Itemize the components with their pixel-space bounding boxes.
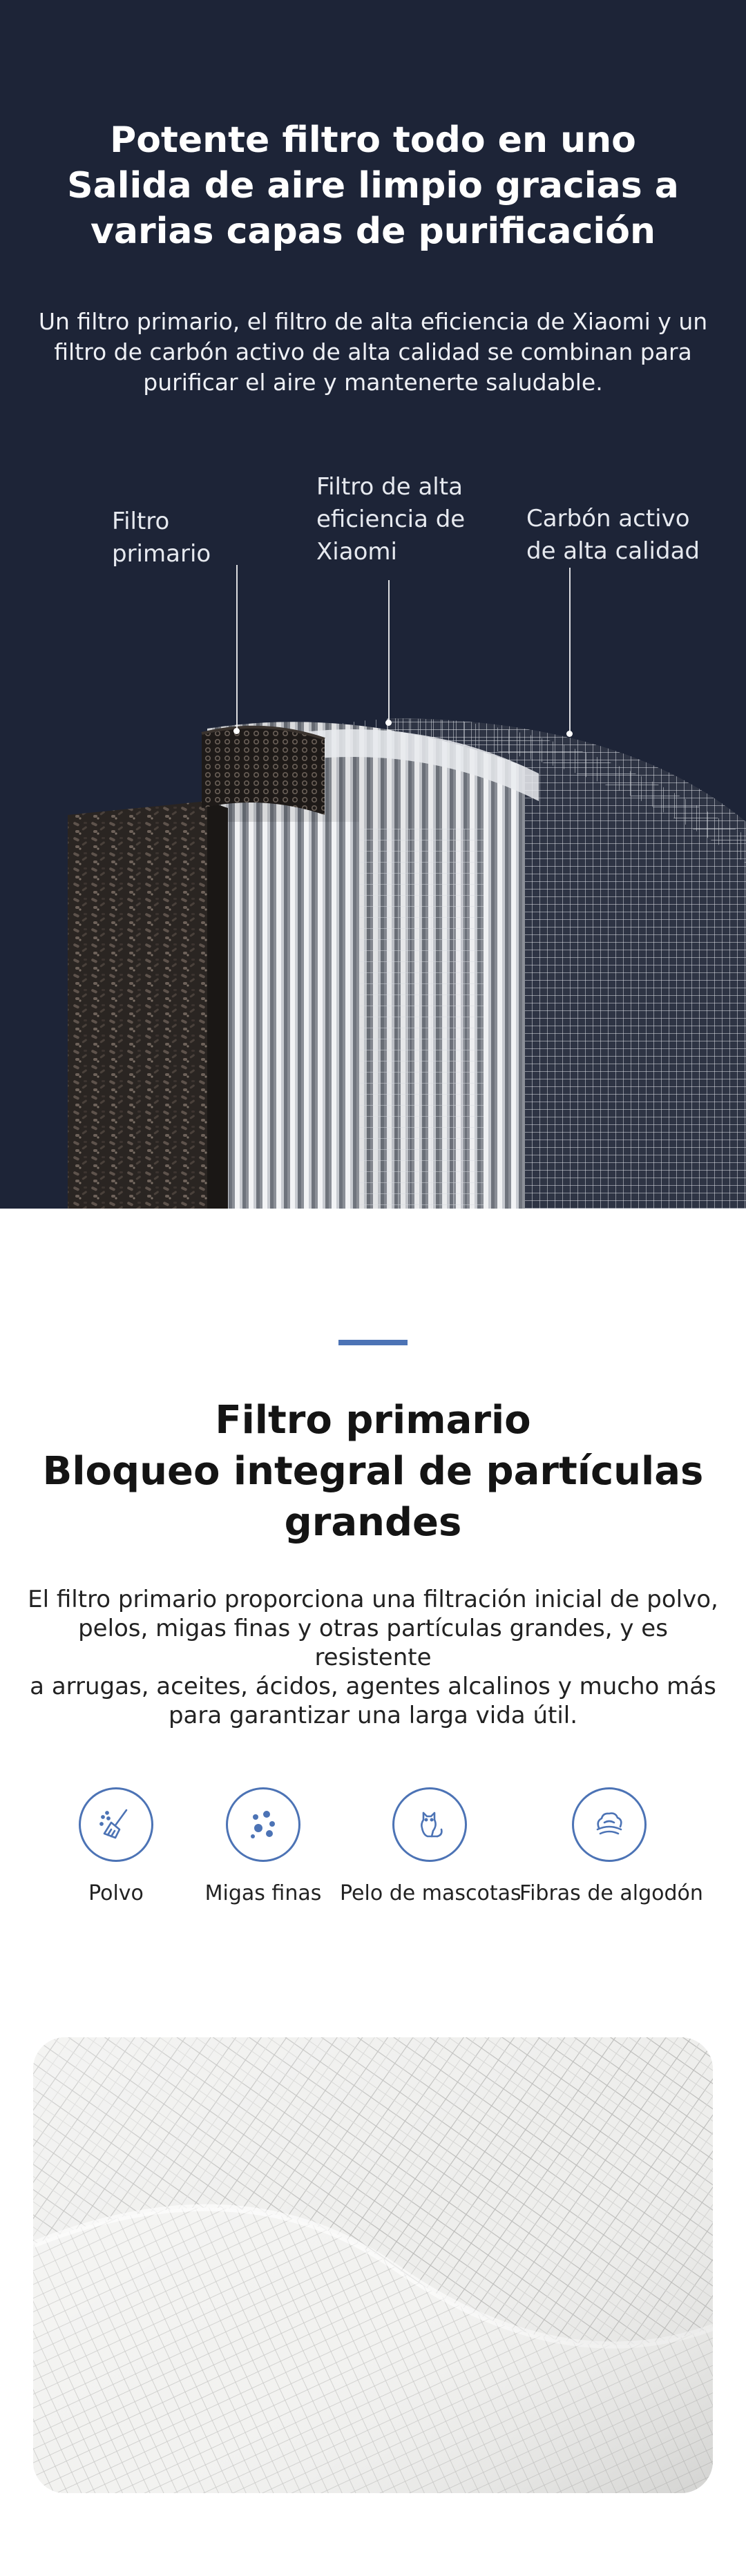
callout-hepa-line: eficiencia de <box>316 506 466 533</box>
hero-description <box>35 307 711 398</box>
section-description-line: para garantizar una larga vida útil. <box>168 1702 578 1729</box>
hero-title <box>41 117 705 254</box>
callout-hepa-line: Filtro de alta <box>316 473 463 501</box>
section-accent-bar <box>338 1340 408 1345</box>
section-title-line: Filtro primario <box>215 1398 531 1443</box>
hero-title-line: varias capas de purificación <box>90 211 656 252</box>
leader-dot-carbon <box>566 731 573 737</box>
leader-line-hepa <box>388 580 390 722</box>
feature-label: Migas finas <box>204 1881 322 1905</box>
cat-icon <box>392 1787 467 1862</box>
hero-description-line: filtro de carbón activo de alta calidad se combinan para <box>54 338 692 365</box>
hero-title-line: Potente filtro todo en uno <box>110 119 636 161</box>
hero-description-line: Un filtro primario, el filtro de alta eficiencia de Xiaomi y un <box>38 308 708 335</box>
callout-primary-line: primario <box>112 540 211 568</box>
feature-pet-hair <box>340 1787 522 1905</box>
callout-carbon-filter <box>526 503 700 568</box>
primary-filter-mesh-photo <box>33 2037 713 2493</box>
callout-primary-filter <box>112 506 211 570</box>
feature-cotton-fibers <box>519 1787 703 1905</box>
leader-dot-primary <box>233 728 240 734</box>
leader-line-primary <box>236 565 238 731</box>
callout-carbon-line: de alta calidad <box>526 537 700 565</box>
callout-carbon-line: Carbón activo <box>526 505 690 532</box>
section-title-line: grandes <box>284 1500 462 1545</box>
feature-label: Pelo de mascotas <box>340 1881 522 1905</box>
section-title-line: Bloqueo integral de partículas <box>42 1449 704 1494</box>
leader-line-carbon <box>569 568 571 733</box>
leader-dot-hepa <box>385 720 392 726</box>
feature-crumbs <box>173 1787 353 1905</box>
section-description <box>28 1585 718 1730</box>
feature-label: Polvo <box>88 1881 144 1905</box>
section-description-line: a arrugas, aceites, ácidos, agentes alcalinos y mucho más <box>30 1673 716 1700</box>
section-title <box>28 1395 718 1548</box>
hero-section <box>0 0 746 1209</box>
callout-primary-line: Filtro <box>112 508 170 535</box>
feature-label: Fibras de algodón <box>519 1881 703 1905</box>
callout-hepa-line: Xiaomi <box>316 538 397 566</box>
hero-description-line: purificar el aire y mantenerte saludable. <box>143 369 603 396</box>
section-description-line: El filtro primario proporciona una filtración inicial de polvo, <box>28 1586 718 1613</box>
broom-dust-icon <box>79 1787 153 1862</box>
section-description-line: pelos, migas finas y otras partículas grandes, y es resistente <box>78 1615 668 1671</box>
callout-hepa-filter <box>316 471 465 568</box>
hero-title-line: Salida de aire limpio gracias a <box>67 165 679 206</box>
cotton-fiber-icon <box>572 1787 647 1862</box>
crumbs-icon <box>226 1787 300 1862</box>
mesh-texture-image <box>33 2037 713 2493</box>
